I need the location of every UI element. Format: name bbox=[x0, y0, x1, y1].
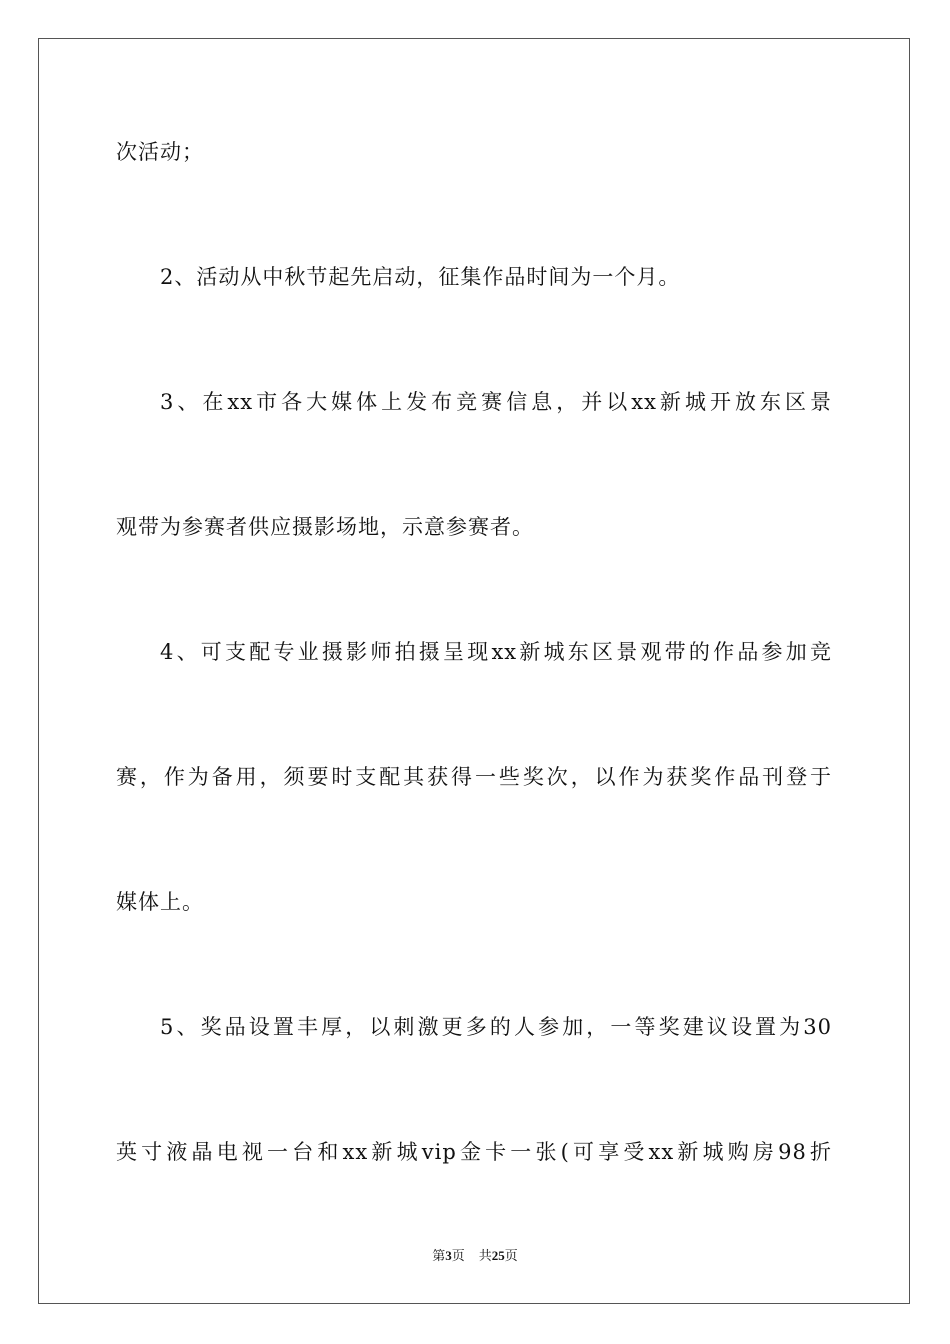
footer-page-prefix: 第 bbox=[432, 1248, 446, 1263]
body-line-4: 观带为参赛者供应摄影场地，示意参赛者。 bbox=[116, 515, 534, 539]
body-line-1: 次活动； bbox=[116, 140, 204, 164]
footer-page-suffix: 页 bbox=[451, 1248, 465, 1263]
body-line-6: 赛，作为备用，须要时支配其获得一些奖次，以作为获奖作品刊登于 bbox=[116, 765, 832, 789]
body-line-2: 2、活动从中秋节起先启动，征集作品时间为一个月。 bbox=[160, 265, 681, 289]
body-line-9: 英寸液晶电视一台和xx新城vip金卡一张(可享受xx新城购房98折 bbox=[116, 1140, 832, 1164]
body-line-3: 3、在xx市各大媒体上发布竞赛信息，并以xx新城开放东区景 bbox=[160, 390, 832, 414]
page-border bbox=[38, 38, 910, 1304]
footer-total-suffix: 页 bbox=[504, 1248, 518, 1263]
footer-total-prefix: 共 bbox=[478, 1248, 492, 1263]
body-line-7: 媒体上。 bbox=[116, 890, 204, 914]
body-line-8: 5、奖品设置丰厚，以刺激更多的人参加，一等奖建议设置为30 bbox=[160, 1015, 832, 1039]
page-footer bbox=[0, 1245, 950, 1264]
footer-total-pages: 25 bbox=[491, 1248, 505, 1263]
footer-page-current: 3 bbox=[445, 1248, 452, 1263]
body-line-5: 4、可支配专业摄影师拍摄呈现xx新城东区景观带的作品参加竞 bbox=[160, 640, 832, 664]
